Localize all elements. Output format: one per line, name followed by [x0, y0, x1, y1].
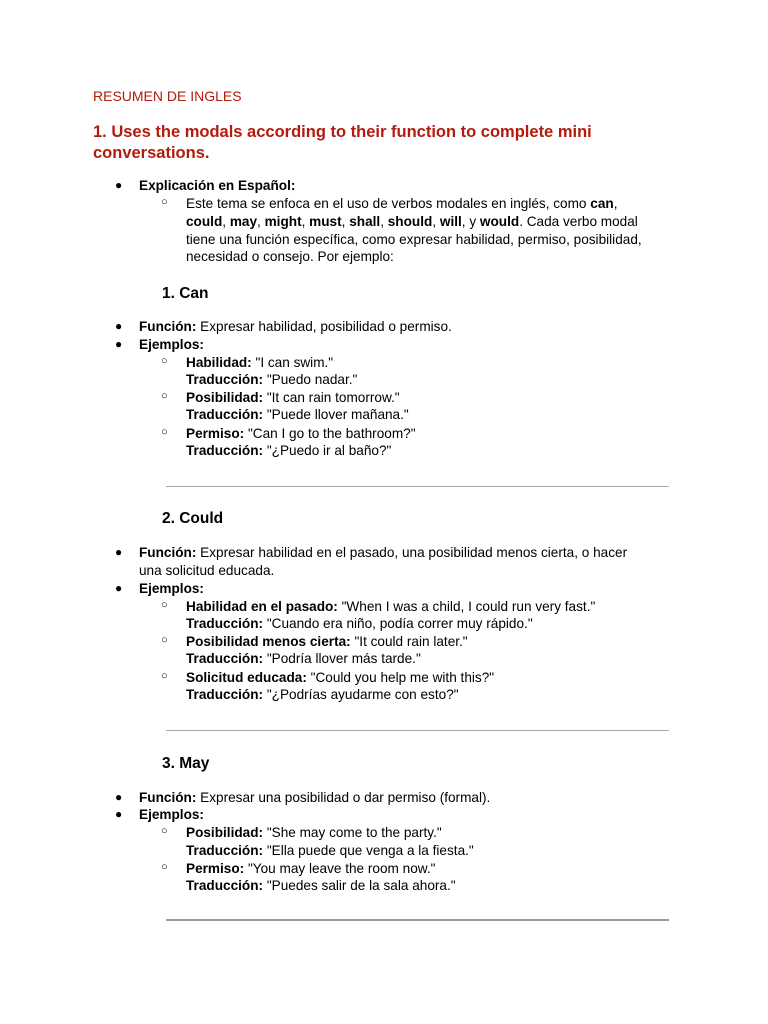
sub-bullet-icon: ○ [161, 861, 168, 873]
example-item: Posibilidad: "It can rain tomorrow." [186, 390, 400, 405]
bullet-icon: ● [115, 790, 123, 804]
funcion-could: Función: Expresar habilidad en el pasado, una posibilidad menos cierta, o hacer [139, 545, 628, 560]
section-heading: 1. Uses the modals according to their function to complete mini conversations. [93, 123, 592, 162]
subheading-may: 3. May [162, 755, 210, 772]
bullet-icon: ● [115, 337, 123, 351]
example-translation: Traducción: "¿Podrías ayudarme con esto?" [186, 687, 459, 702]
explanation-line-2: could, may, might, must, shall, should, will, y would. Cada verbo modal [186, 214, 638, 229]
sub-bullet-icon: ○ [161, 426, 168, 438]
example-translation: Traducción: "Podría llover más tarde." [186, 651, 421, 666]
sub-bullet-icon: ○ [161, 355, 168, 367]
bullet-icon: ● [115, 545, 123, 559]
sub-bullet-icon: ○ [161, 390, 168, 402]
bullet-icon: ● [115, 581, 123, 595]
funcion-could-cont: una solicitud educada. [139, 563, 275, 578]
example-translation: Traducción: "Puedes salir de la sala ahora." [186, 878, 456, 893]
ejemplos-label: Ejemplos: [139, 581, 204, 596]
explanation-line-3: tiene una función específica, como expresar habilidad, permiso, posibilidad, [186, 232, 642, 247]
ejemplos-label: Ejemplos: [139, 807, 204, 822]
divider [166, 919, 669, 921]
example-item: Habilidad en el pasado: "When I was a child, I could run very fast." [186, 599, 596, 614]
example-item: Posibilidad: "She may come to the party." [186, 825, 442, 840]
example-item: Habilidad: "I can swim." [186, 355, 334, 370]
explanation-line-4: necesidad o consejo. Por ejemplo: [186, 249, 394, 264]
example-translation: Traducción: "Puedo nadar." [186, 372, 358, 387]
explanation-line-1: Este tema se enfoca en el uso de verbos modales en inglés, como can, [186, 196, 618, 211]
document-title: RESUMEN DE INGLES [93, 88, 242, 104]
sub-bullet-icon: ○ [161, 670, 168, 682]
subheading-could: 2. Could [162, 510, 224, 527]
funcion-can: Función: Expresar habilidad, posibilidad o permiso. [139, 319, 452, 334]
example-item: Posibilidad menos cierta: "It could rain later." [186, 634, 468, 649]
explanation-label: Explicación en Español: [139, 178, 296, 193]
bullet-icon: ● [115, 319, 123, 333]
example-item: Permiso: "You may leave the room now." [186, 861, 436, 876]
sub-bullet-icon: ○ [161, 825, 168, 837]
ejemplos-label: Ejemplos: [139, 337, 204, 352]
sub-bullet-icon: ○ [161, 196, 168, 208]
example-item: Solicitud educada: "Could you help me with this?" [186, 670, 495, 685]
divider [166, 486, 669, 487]
funcion-may: Función: Expresar una posibilidad o dar permiso (formal). [139, 790, 491, 805]
example-translation: Traducción: "Cuando era niño, podía correr muy rápido." [186, 616, 533, 631]
sub-bullet-icon: ○ [161, 634, 168, 646]
subheading-can: 1. Can [162, 285, 209, 302]
example-translation: Traducción: "Puede llover mañana." [186, 407, 409, 422]
divider [166, 730, 669, 731]
bullet-icon: ● [115, 178, 123, 192]
sub-bullet-icon: ○ [161, 599, 168, 611]
bullet-icon: ● [115, 807, 123, 821]
example-item: Permiso: "Can I go to the bathroom?" [186, 426, 416, 441]
example-translation: Traducción: "Ella puede que venga a la fiesta." [186, 843, 474, 858]
example-translation: Traducción: "¿Puedo ir al baño?" [186, 443, 392, 458]
